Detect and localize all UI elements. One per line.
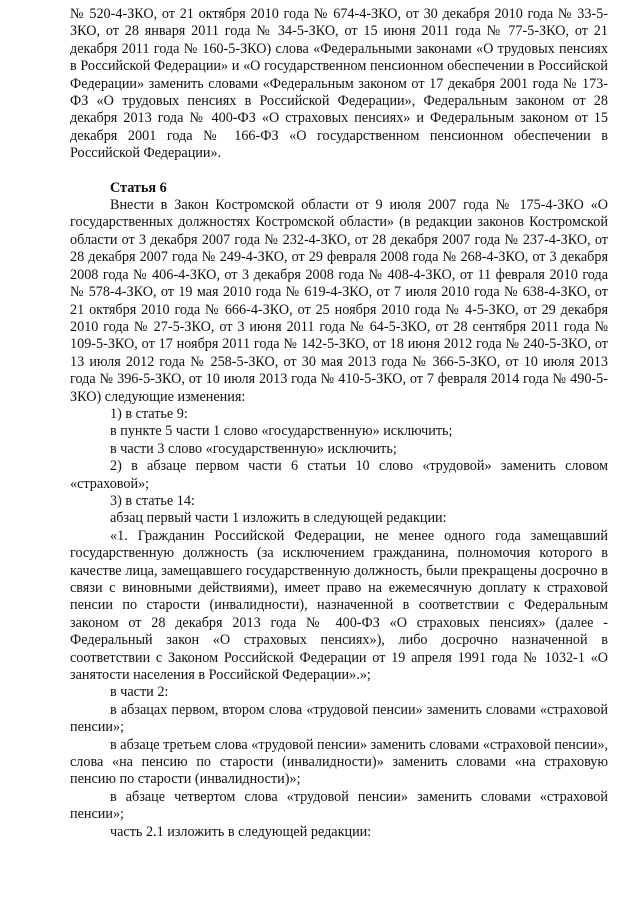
list-item: в части 2: xyxy=(110,684,169,701)
list-item: в абзацах первом, втором слова «трудовой пенсии» заменить словами «страховой пенсии»; xyxy=(70,701,608,736)
article-heading: Статья 6 xyxy=(110,179,167,196)
list-item: в пункте 5 части 1 слово «государственную» исключить; xyxy=(110,423,453,440)
list-item: в абзаце четвертом слова «трудовой пенсии» заменить словами «страховой пенсии»; xyxy=(70,788,608,823)
list-item: абзац первый части 1 изложить в следующей редакции: xyxy=(110,510,447,527)
paragraph-intro: Внести в Закон Костромской области от 9 июля 2007 года № 175-4-ЗКО «О государственных должностях Костромской области» (в редакции законов Костромской области от 3 декабря 2007 года № 232-4-ЗКО, от 28 декабря 2007 года № 237-4-ЗКО, от 28 декабря 2007 года № 249-4-ЗКО, от 29 февраля 2008 года № 268-4-ЗКО, от 3 декабря 2008 года № 406-4-ЗКО, от 3 декабря 2008 года № 408-4-ЗКО, от 11 февраля 2010 года № 578-4-ЗКО, от 19 мая 2010 года № 619-4-ЗКО, от 7 июля 2010 года № 638-4-ЗКО, от 21 октября 2010 года № 666-4-ЗКО, от 25 ноября 2010 года № 4-5-ЗКО, от 29 декабря 2010 года № 27-5-ЗКО, от 3 июня 2011 года № 64-5-ЗКО, от 28 сентября 2011 года № 109-5-ЗКО, от 17 ноября 2011 года № 142-5-ЗКО, от 18 июня 2012 года № 240-5-ЗКО, от 13 июля 2012 года № 258-5-ЗКО, от 30 мая 2013 года № 366-5-ЗКО, от 10 июля 2013 года № 396-5-ЗКО, от 10 июля 2013 года № 410-5-ЗКО, от 7 февраля 2014 года № 490-5-ЗКО) следующие изменения: xyxy=(70,197,608,405)
list-item: в части 3 слово «государственную» исключить; xyxy=(110,440,397,457)
list-item: 2) в абзаце первом части 6 статьи 10 слово «трудовой» заменить словом «страховой»; xyxy=(70,458,608,492)
paragraph-continuation: № 520-4-ЗКО, от 21 октября 2010 года № 674-4-ЗКО, от 30 декабря 2010 года № 33-5-ЗКО, от 28 января 2011 года № 34-5-ЗКО, от 15 июня 2011 года № 77-5-ЗКО, от 21 декабря 2011 года № 160-5-ЗКО) слова «Федеральными законами «О трудовых пенсиях в Российской Федерации» и «О государственном пенсионном обеспечении в Российской Федерации» заменить словами «Федеральным законом от 17 декабря 2001 года № 173-ФЗ «О трудовых пенсиях в Российской Федерации», Федеральным законом от 28 декабря 2013 года № 400-ФЗ «О страховых пенсиях» и Федеральным законом от 15 декабря 2001 года № 166-ФЗ «О государственном пенсионном обеспечении в Российской Федерации». xyxy=(70,6,608,162)
list-item: часть 2.1 изложить в следующей редакции: xyxy=(110,823,372,840)
list-item: 3) в статье 14: xyxy=(110,492,195,509)
list-item: 1) в статье 9: xyxy=(110,405,188,422)
quoted-paragraph: «1. Гражданин Российской Федерации, не менее одного года замещавший государственную должность (за исключением гражданина, полномочия которого в качестве лица, замещавшего государственную должность, были прекращены досрочно в связи с виновными действиями), имеет право на ежемесячную доплату к страховой пенсии по старости (инвалидности), назначенной в соответствии с Федеральным законом от 28 декабря 2013 года № 400-ФЗ «О страховых пенсиях» (далее - Федеральный закон «О страховых пенсиях»), либо досрочно назначенной в соответствии с Законом Российской Федерации от 19 апреля 1991 года № 1032-1 «О занятости населения в Российской Федерации».»; xyxy=(70,527,608,684)
list-item: в абзаце третьем слова «трудовой пенсии» заменить словами «страховой пенсии», слова «на пенсию по старости (инвалидности)» заменить словами «на страховую пенсию по старости (инвалидности)»; xyxy=(70,736,608,788)
